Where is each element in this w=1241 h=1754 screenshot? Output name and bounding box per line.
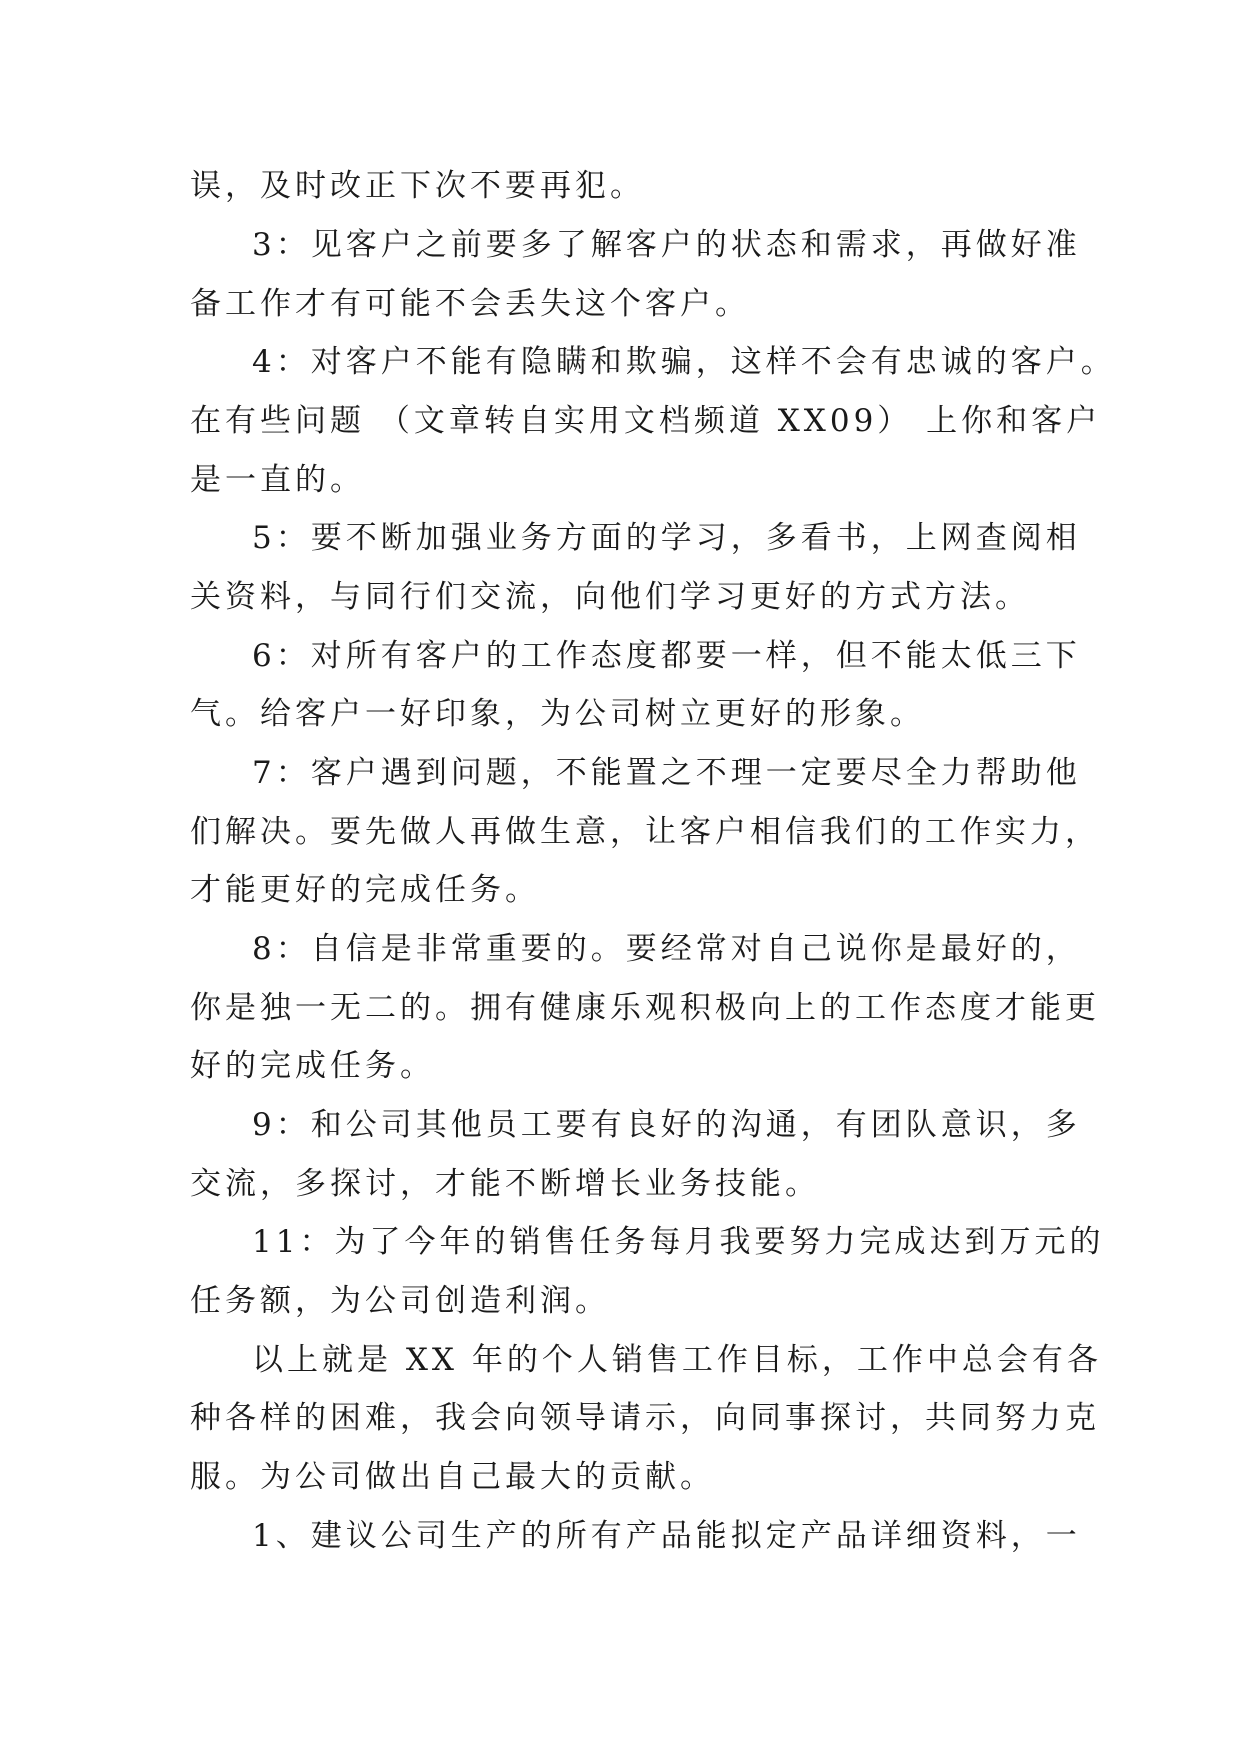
text-line: 9：和公司其他员工要有良好的沟通，有团队意识，多	[252, 1107, 1081, 1143]
text-line: 关资料，与同行们交流，向他们学习更好的方式方法。	[190, 579, 1030, 615]
text-line: 任务额，为公司创造利润。	[190, 1283, 610, 1319]
text-line: 4：对客户不能有隐瞒和欺骗，这样不会有忠诚的客户。	[252, 344, 1116, 380]
text-line: 们解决。要先做人再做生意，让客户相信我们的工作实力，	[190, 814, 1100, 850]
text-line: 3：见客户之前要多了解客户的状态和需求，再做好准	[252, 227, 1081, 263]
text-line: 才能更好的完成任务。	[190, 872, 540, 908]
text-line: 备工作才有可能不会丢失这个客户。	[190, 286, 750, 322]
text-line: 在有些问题 （文章转自实用文档频道 XX09） 上你和客户	[190, 403, 1102, 439]
text-line: 8：自信是非常重要的。要经常对自己说你是最好的，	[252, 931, 1081, 967]
text-line: 7：客户遇到问题，不能置之不理一定要尽全力帮助他	[252, 755, 1081, 791]
text-line: 5：要不断加强业务方面的学习，多看书，上网查阅相	[252, 520, 1081, 556]
text-line: 交流，多探讨，才能不断增长业务技能。	[190, 1166, 820, 1202]
text-line: 误，及时改正下次不要再犯。	[190, 168, 645, 204]
text-line: 好的完成任务。	[190, 1048, 435, 1084]
text-line: 是一直的。	[190, 462, 365, 498]
text-line: 种各样的困难，我会向领导请示，向同事探讨，共同努力克	[190, 1400, 1100, 1436]
text-line: 11：为了今年的销售任务每月我要努力完成达到万元的	[252, 1224, 1105, 1260]
text-line: 6：对所有客户的工作态度都要一样，但不能太低三下	[252, 638, 1081, 674]
text-line: 你是独一无二的。拥有健康乐观积极向上的工作态度才能更	[190, 990, 1100, 1026]
text-line: 服。为公司做出自己最大的贡献。	[190, 1459, 715, 1495]
text-line: 以上就是 XX 年的个人销售工作目标，工作中总会有各	[252, 1342, 1102, 1378]
text-line: 1、建议公司生产的所有产品能拟定产品详细资料，一	[252, 1518, 1081, 1554]
text-line: 气。给客户一好印象，为公司树立更好的形象。	[190, 696, 925, 732]
